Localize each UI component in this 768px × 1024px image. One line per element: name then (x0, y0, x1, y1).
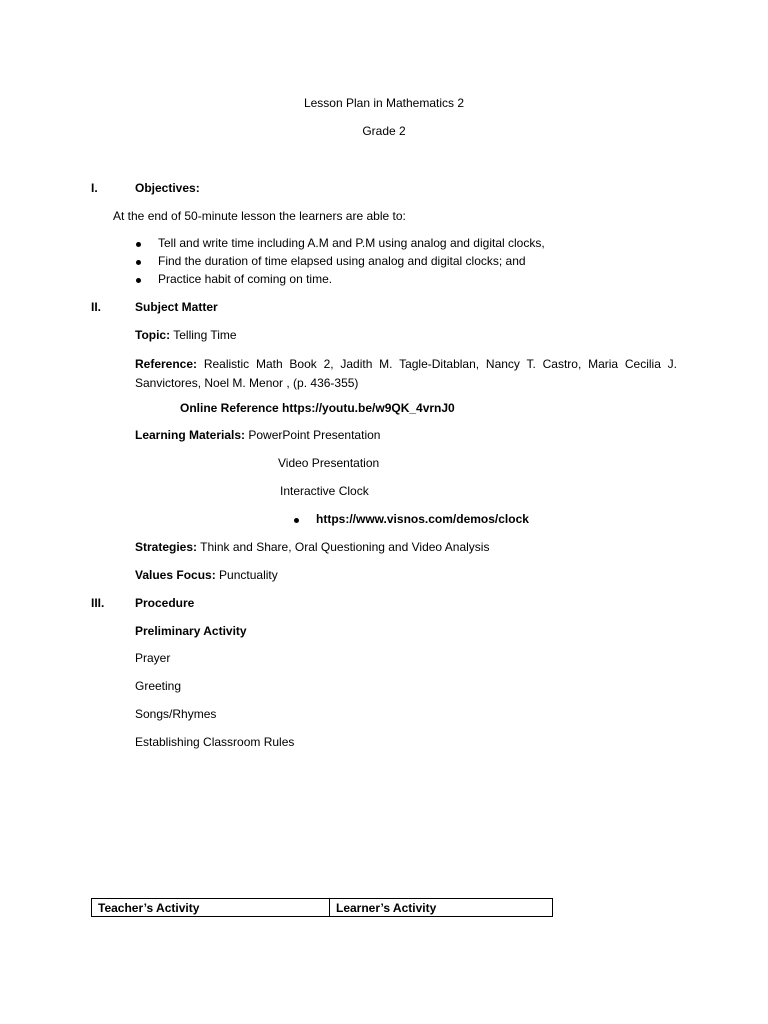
preliminary-heading: Preliminary Activity (135, 624, 247, 638)
grade-label: Grade 2 (362, 124, 406, 138)
bullet-icon (136, 278, 141, 283)
values-value: Punctuality (219, 568, 278, 582)
procedure-step: Prayer (135, 651, 171, 665)
section-numeral-objectives: I. (91, 181, 98, 195)
objective-item: Find the duration of time elapsed using analog and digital clocks; and (158, 254, 526, 268)
table-header-cell: Teacher’s Activity (92, 899, 330, 917)
table-header-row (92, 899, 553, 917)
online-reference[interactable]: Online Reference https://youtu.be/w9QK_4vrnJ0 (180, 401, 455, 415)
bullet-icon (136, 242, 141, 247)
table-header-cell: Learner’s Activity (330, 899, 553, 917)
material-item: Interactive Clock (280, 484, 369, 498)
values-line (135, 568, 278, 582)
section-numeral-subject-matter: II. (91, 300, 102, 314)
materials-label: Learning Materials: (135, 428, 246, 442)
activity-table (91, 898, 553, 917)
objective-item: Practice habit of coming on time. (158, 272, 333, 286)
page-title: Lesson Plan in Mathematics 2 (303, 96, 465, 110)
procedure-step: Establishing Classroom Rules (135, 735, 295, 749)
section-heading-subject-matter: Subject Matter (135, 300, 218, 314)
material-item: PowerPoint Presentation (248, 428, 381, 442)
objectives-intro: At the end of 50-minute lesson the learners are able to: (113, 209, 406, 223)
bullet-icon (294, 518, 299, 523)
section-numeral-procedure: III. (91, 596, 105, 610)
reference-value: Realistic Math Book 2, Jadith M. Tagle-Ditablan, Nancy T. Castro, Maria Cecilia J. Sanvictores, Noel M. Menor , (p. 436-355) (135, 357, 677, 390)
procedure-step: Songs/Rhymes (135, 707, 217, 721)
materials-link[interactable]: https://www.visnos.com/demos/clock (316, 512, 529, 526)
objective-item: Tell and write time including A.M and P.M using analog and digital clocks, (158, 236, 545, 250)
materials-line (135, 428, 380, 442)
section-heading-objectives: Objectives: (135, 181, 200, 195)
strategies-label: Strategies: (135, 540, 198, 554)
strategies-line (135, 540, 489, 554)
strategies-value: Think and Share, Oral Questioning and Video Analysis (200, 540, 490, 554)
topic-value: Telling Time (173, 328, 237, 342)
topic-line (135, 328, 237, 342)
bullet-icon (136, 260, 141, 265)
procedure-step: Greeting (135, 679, 182, 693)
values-label: Values Focus: (135, 568, 216, 582)
section-heading-procedure: Procedure (135, 596, 195, 610)
reference-paragraph (135, 355, 677, 393)
reference-label: Reference: (135, 357, 198, 371)
topic-label: Topic: (135, 328, 171, 342)
material-item: Video Presentation (278, 456, 380, 470)
